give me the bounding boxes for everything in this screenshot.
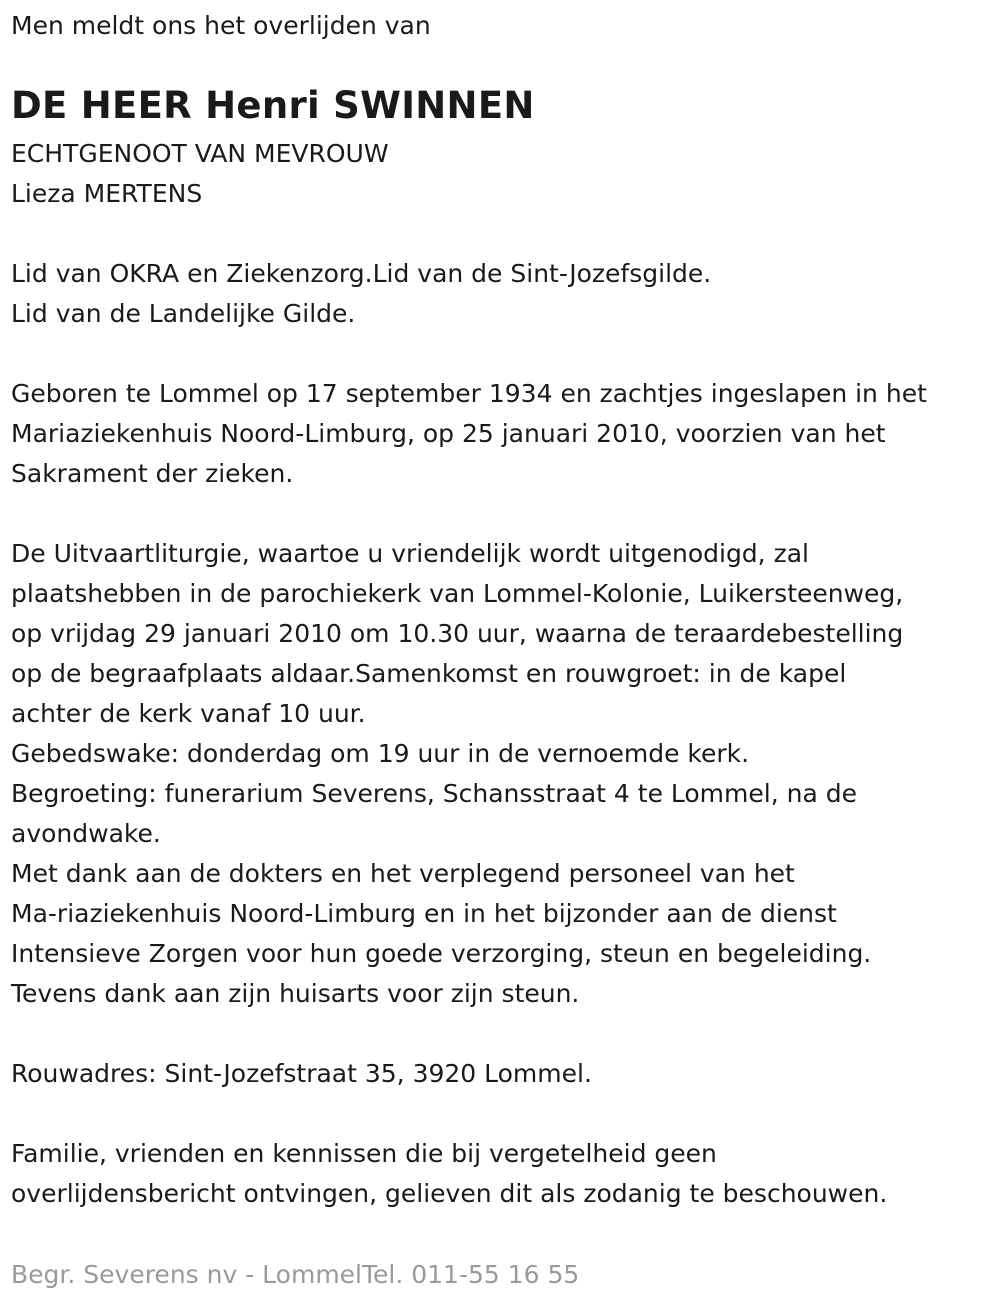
deceased-name: DE HEER Henri SWINNEN bbox=[11, 84, 535, 127]
funeral-line: op de begraafplaats aldaar.Samenkomst en rouwgroet: in de kapel bbox=[11, 659, 847, 688]
funeral-line: op vrijdag 29 januari 2010 om 10.30 uur, waarna de teraardebestelling bbox=[11, 619, 904, 648]
mourning-address: Rouwadres: Sint-Jozefstraat 35, 3920 Lommel. bbox=[11, 1059, 592, 1088]
funeral-line: Met dank aan de dokters en het verplegend personeel van het bbox=[11, 859, 795, 888]
funeral-line: plaatshebben in de parochiekerk van Lommel-Kolonie, Luikersteenweg, bbox=[11, 579, 904, 608]
birth-line: Geboren te Lommel op 17 september 1934 en zachtjes ingeslapen in het bbox=[11, 379, 927, 408]
funeral-line: Begroeting: funerarium Severens, Schansstraat 4 te Lommel, na de bbox=[11, 779, 857, 808]
intro-text: Men meldt ons het overlijden van bbox=[11, 11, 431, 40]
membership-line: Lid van de Landelijke Gilde. bbox=[11, 299, 356, 328]
spouse-line-2: Lieza MERTENS bbox=[11, 179, 203, 208]
funeral-line: achter de kerk vanaf 10 uur. bbox=[11, 699, 366, 728]
closing-line: Familie, vrienden en kennissen die bij vergetelheid geen bbox=[11, 1139, 717, 1168]
funeral-line: De Uitvaartliturgie, waartoe u vriendelijk wordt uitgenodigd, zal bbox=[11, 539, 809, 568]
funeral-line: Gebedswake: donderdag om 19 uur in de vernoemde kerk. bbox=[11, 739, 750, 768]
birth-line: Mariaziekenhuis Noord-Limburg, op 25 januari 2010, voorzien van het bbox=[11, 419, 886, 448]
spouse-line-1: ECHTGENOOT VAN MEVROUW bbox=[11, 139, 389, 168]
funeral-line: avondwake. bbox=[11, 819, 161, 848]
funeral-line: Tevens dank aan zijn huisarts voor zijn steun. bbox=[11, 979, 580, 1008]
funeral-line: Intensieve Zorgen voor hun goede verzorging, steun en begeleiding. bbox=[11, 939, 872, 968]
funeral-home-footer: Begr. Severens nv - LommelTel. 011-55 16 55 bbox=[11, 1260, 580, 1289]
membership-line: Lid van OKRA en Ziekenzorg.Lid van de Sint-Jozefsgilde. bbox=[11, 259, 712, 288]
funeral-line: Ma-riaziekenhuis Noord-Limburg en in het bijzonder aan de dienst bbox=[11, 899, 837, 928]
birth-line: Sakrament der zieken. bbox=[11, 459, 294, 488]
closing-line: overlijdensbericht ontvingen, gelieven dit als zodanig te beschouwen. bbox=[11, 1179, 888, 1208]
